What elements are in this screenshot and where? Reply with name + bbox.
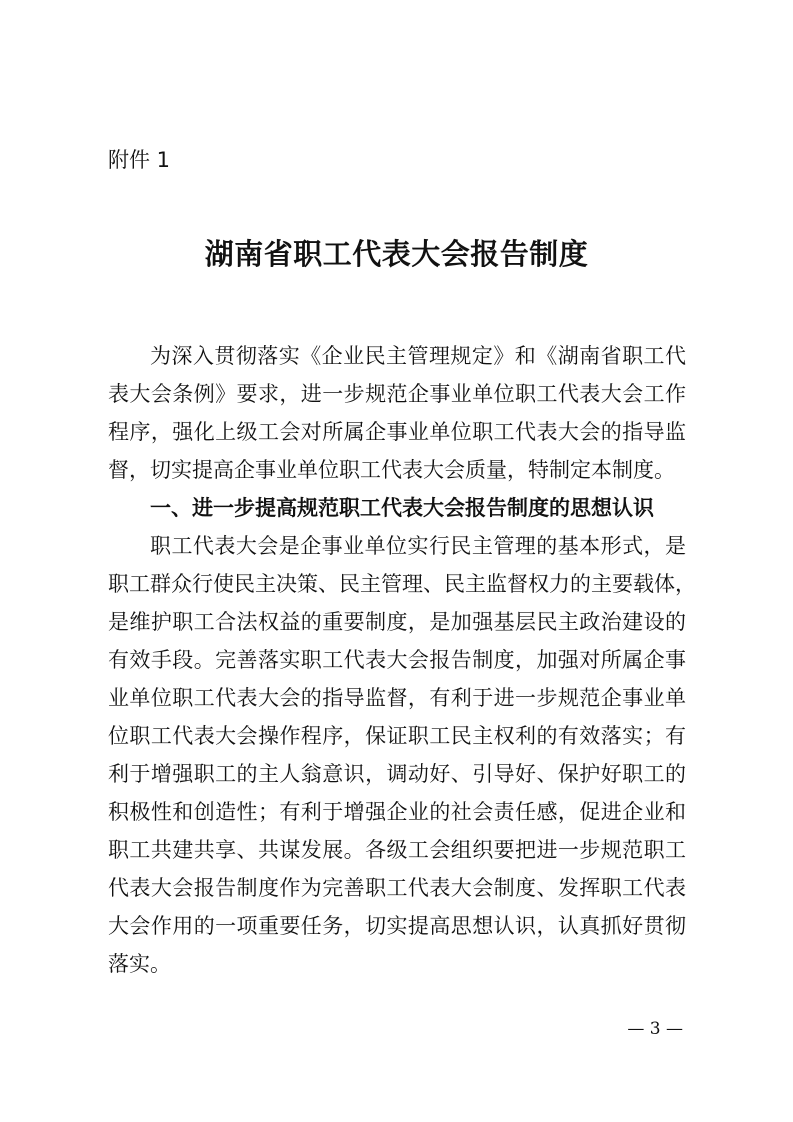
- intro-line: 程序，强化上级工会对所属企事业单位职工代表大会的指导监: [108, 420, 686, 444]
- section-line: 代表大会报告制度作为完善职工代表大会制度、发挥职工代表: [108, 876, 686, 900]
- section-line: 职工群众行使民主决策、民主管理、民主监督权力的主要载体，: [108, 572, 696, 596]
- section-line: 有效手段。完善落实职工代表大会报告制度，加强对所属企事: [108, 648, 686, 672]
- section-line: 利于增强职工的主人翁意识，调动好、引导好、保护好职工的: [108, 762, 686, 786]
- section-line: 是维护职工合法权益的重要制度，是加强基层民主政治建设的: [108, 610, 686, 634]
- section-line: 职工代表大会是企事业单位实行民主管理的基本形式，是: [150, 534, 686, 558]
- section-line: 落实。: [108, 952, 171, 976]
- section-line: 业单位职工代表大会的指导监督，有利于进一步规范企事业单: [108, 686, 686, 710]
- intro-line: 督，切实提高企事业单位职工代表大会质量，特制定本制度。: [108, 458, 675, 482]
- section-heading: 一、进一步提高规范职工代表大会报告制度的思想认识: [150, 496, 654, 520]
- section-line: 大会作用的一项重要任务，切实提高思想认识，认真抓好贯彻: [108, 914, 686, 938]
- section-line: 位职工代表大会操作程序，保证职工民主权利的有效落实；有: [108, 724, 686, 748]
- attachment-label: 附件 1: [108, 148, 171, 172]
- document-title: 湖南省职工代表大会报告制度: [204, 237, 589, 271]
- intro-line: 为深入贯彻落实《企业民主管理规定》和《湖南省职工代: [150, 344, 686, 368]
- section-line: 积极性和创造性；有利于增强企业的社会责任感，促进企业和: [108, 800, 686, 824]
- page-number: — 3 —: [627, 1019, 683, 1039]
- intro-line: 表大会条例》要求，进一步规范企事业单位职工代表大会工作: [108, 382, 686, 406]
- document-body: [108, 337, 696, 983]
- section-line: 职工共建共享、共谋发展。各级工会组织要把进一步规范职工: [108, 838, 686, 862]
